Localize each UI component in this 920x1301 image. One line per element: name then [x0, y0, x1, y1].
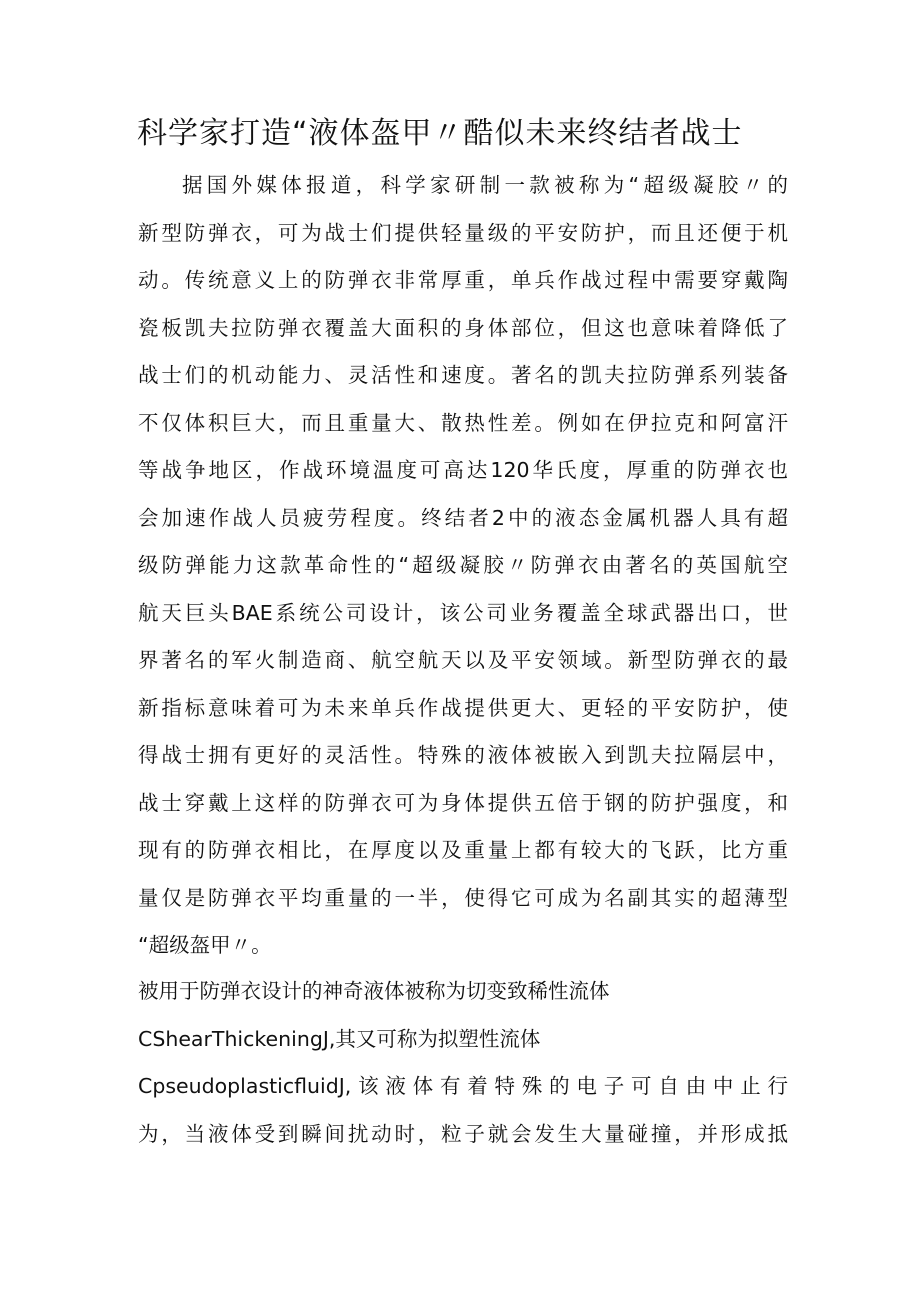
- text-line: “超级盔甲〃。: [138, 933, 272, 957]
- text-line: 等战争地区，作战环境温度可高达120华氏度，厚重的防弹衣也: [138, 458, 788, 482]
- text-line: 瓷板凯夫拉防弹衣覆盖大面积的身体部位，但这也意味着降低了: [138, 315, 788, 340]
- text-line: 不仅体积巨大，而且重量大、散热性差。例如在伊拉克和阿富汗: [138, 410, 788, 435]
- text-line: 战士们的机动能力、灵活性和速度。著名的凯夫拉防弹系列装备: [138, 363, 788, 387]
- text-line: 据国外媒体报道，科学家研制一款被称为“超级凝胶〃的: [182, 173, 788, 197]
- text-line: 级防弹能力这款革命性的“超级凝胶〃防弹衣由著名的英国航空: [138, 553, 788, 577]
- text-line: 动。传统意义上的防弹衣非常厚重，单兵作战过程中需要穿戴陶: [138, 268, 788, 292]
- text-line: 会加速作战人员疲劳程度。终结者2中的液态金属机器人具有超: [138, 505, 788, 530]
- text-line: 界著名的军火制造商、航空航天以及平安领域。新型防弹衣的最: [138, 648, 788, 672]
- text-line: 被用于防弹衣设计的神奇液体被称为切变致稀性流体: [138, 979, 610, 1003]
- text-line: 量仅是防弹衣平均重量的一半，使得它可成为名副其实的超薄型: [138, 885, 788, 910]
- paragraph-2: [138, 968, 788, 1158]
- text-line: 现有的防弹衣相比，在厚度以及重量上都有较大的飞跃，比方重: [138, 838, 788, 862]
- paragraph-1: [138, 162, 788, 970]
- page-title: 科学家打造“液体盔甲〃酷似未来终结者战士: [137, 116, 743, 151]
- text-line: CShearThickeningJ,其又可称为拟塑性流体: [138, 1026, 541, 1051]
- text-line: 得战士拥有更好的灵活性。特殊的液体被嵌入到凯夫拉隔层中，: [138, 743, 788, 767]
- text-line: 战士穿戴上这样的防弹衣可为身体提供五倍于钢的防护强度，和: [138, 790, 788, 815]
- text-line: 新指标意味着可为未来单兵作战提供更大、更轻的平安防护，使: [138, 695, 788, 720]
- text-line: 新型防弹衣，可为战士们提供轻量级的平安防护，而且还便于机: [138, 220, 788, 245]
- text-line: 航天巨头BAE系统公司设计，该公司业务覆盖全球武器出口，世: [138, 600, 788, 625]
- text-line: CpseudoplasticfluidJ,该液体有着特殊的电子可自由中止行: [138, 1074, 788, 1098]
- text-line: 为，当液体受到瞬间扰动时，粒子就会发生大量碰撞，并形成抵: [138, 1121, 788, 1146]
